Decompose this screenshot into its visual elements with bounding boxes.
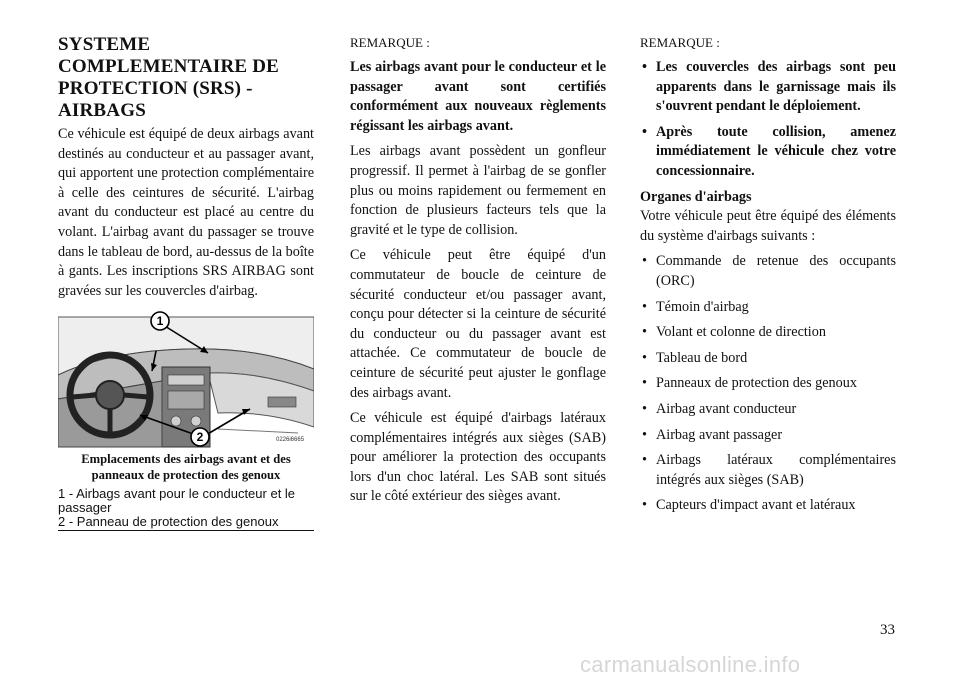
list-item: • Commande de retenue des occupants (ORC): [642, 253, 896, 289]
subsection-intro: Votre véhicule peut être équipé des éléments du système d'airbags suivants :: [640, 208, 896, 244]
component-text: Panneaux de protection des genoux: [656, 375, 857, 392]
paragraph-sab: Ce véhicule est équipé d'airbags latéraux complémentaires intégrés aux sièges (SAB) pour améliorer la protection des occupants lors d'un choc latéral. Les SAB sont situés sur le côté extérieur des sièges avant.: [350, 410, 606, 505]
list-item: • Tableau de bord: [642, 349, 748, 366]
dashboard-drawing: [58, 309, 314, 449]
watermark: carmanualsonline.info: [580, 652, 801, 677]
legend-item-2: 2 - Panneau de protection des genoux: [58, 514, 279, 530]
figure-caption: Emplacements des airbags avant et des panneaux de protection des genoux: [81, 452, 291, 483]
figure-code: 0226i6665: [276, 437, 305, 444]
paragraph-gonfleur: Les airbags avant possèdent un gonfleur progressif. Il permet à l'airbag de se gonfler plus ou moins rapidement ou fermement en fonction de plusieurs facteurs tels que la gravité et le type de collision.: [350, 143, 606, 238]
list-item: • Les couvercles des airbags sont peu apparents dans le garnissage mais ils s'ouvrent pendant le déploiement.: [642, 59, 896, 115]
note-item-text: Les couvercles des airbags sont peu apparents dans le garnissage mais ils s'ouvrent pendant le déploiement.: [656, 59, 896, 115]
paragraph-commutateur: Ce véhicule peut être équipé d'un commutateur de boucle de ceinture de sécurité conducteur et/ou passager avant, conçu pour détecter si la ceinture de sécurité du conducteur ou du passager avant est attachée. Ce commutateur de boucle de ceinture de sécurité peut ajuster le gonflage des airbags avant.: [350, 247, 606, 401]
column-middle: [350, 34, 606, 513]
note-item-text: Après toute collision, amenez immédiatement le véhicule chez votre concessionnaire.: [656, 123, 896, 179]
legend-item-1: 1 - Airbags avant pour le conducteur et le passager: [58, 486, 296, 516]
component-text: Airbags latéraux complémentaires intégrés aux sièges (SAB): [656, 452, 896, 488]
section-title: SYSTEME COMPLEMENTAIRE DE PROTECTION (SRS) - AIRBAGS: [58, 34, 280, 121]
component-text: Airbag avant conducteur: [656, 400, 797, 417]
note-list: [640, 58, 896, 182]
figure-legend: [58, 487, 314, 531]
callout-2-label: 2: [196, 430, 204, 445]
column-left: [58, 34, 314, 531]
list-item: • Panneaux de protection des genoux: [642, 375, 857, 392]
component-text: Airbag avant passager: [656, 426, 783, 443]
column-right: [640, 34, 896, 522]
list-item: • Airbags latéraux complémentaires intégrés aux sièges (SAB): [642, 452, 896, 488]
component-text: Tableau de bord: [656, 349, 748, 366]
note-text: Les airbags avant pour le conducteur et le passager avant sont certifiés conformément aux nouveaux règlements régissant les airbags avant.: [350, 59, 606, 134]
list-item: • Volant et colonne de direction: [642, 324, 826, 341]
list-item: • Après toute collision, amenez immédiatement le véhicule chez votre concessionnaire.: [642, 123, 896, 179]
component-text: Commande de retenue des occupants (ORC): [656, 253, 896, 289]
callout-1-label: 1: [156, 314, 164, 329]
list-item: • Capteurs d'impact avant et latéraux: [642, 497, 856, 514]
subsection-title: Organes d'airbags: [640, 188, 752, 205]
dashboard-illustration: [58, 309, 314, 449]
component-text: Volant et colonne de direction: [656, 324, 826, 341]
page-number: 33: [880, 622, 895, 638]
list-item: • Airbag avant conducteur: [642, 400, 797, 417]
components-list: [640, 252, 896, 516]
note-label: REMARQUE :: [640, 35, 720, 50]
list-item: • Airbag avant passager: [642, 426, 783, 443]
component-text: Capteurs d'impact avant et latéraux: [656, 497, 856, 514]
note-label: REMARQUE :: [350, 35, 430, 50]
component-text: Témoin d'airbag: [656, 298, 749, 315]
intro-paragraph: Ce véhicule est équipé de deux airbags avant destinés au conducteur et au passager avant, qui apportent une protection complémentaire à celle des ceintures de sécurité. L'airbag avant du conducteur est placé au centre du volant. L'airbag avant du passager se trouve dans le tableau de bord, au-dessus de la boîte à gants. Les inscriptions SRS AIRBAG sont gravées sur les couvercles d'airbag.: [58, 126, 314, 299]
list-item: • Témoin d'airbag: [642, 298, 749, 315]
